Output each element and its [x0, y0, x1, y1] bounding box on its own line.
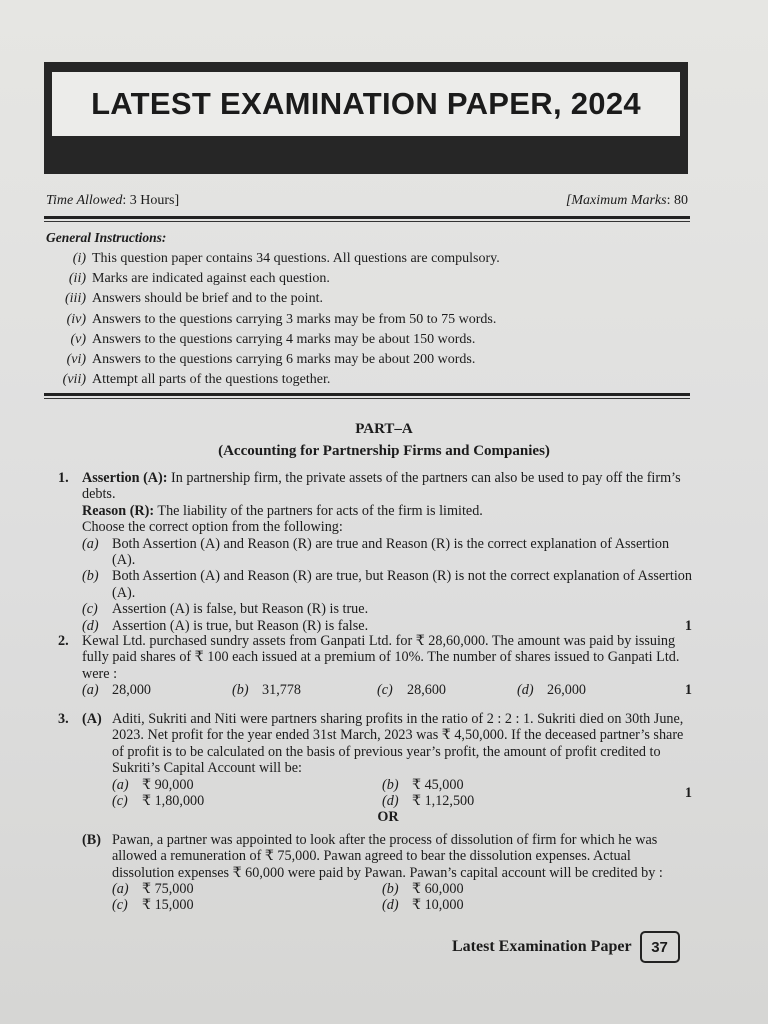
- option-text: ₹ 45,000: [412, 776, 464, 793]
- option-text: ₹ 1,12,500: [412, 793, 475, 810]
- instruction-number: (iii): [65, 291, 86, 307]
- question-number: 1.: [58, 470, 69, 486]
- question-body: [82, 470, 694, 634]
- page-number: 37: [640, 931, 680, 963]
- option-text: ₹ 75,000: [142, 881, 194, 898]
- footer-title: Latest Examination Paper: [452, 938, 632, 955]
- option-b: [382, 881, 632, 897]
- instruction-text: Attempt all parts of the questions together.: [92, 372, 331, 388]
- assertion: [82, 470, 694, 503]
- option-d: [82, 618, 694, 634]
- instruction-number: (iv): [66, 311, 86, 327]
- marks-label: [Maximum Marks: [565, 193, 667, 208]
- option-b: [82, 568, 694, 601]
- option-text: ₹ 90,000: [142, 776, 194, 793]
- question-marks: 1: [684, 785, 692, 801]
- divider-top-thin: [44, 221, 690, 222]
- instruction-text: Answers should be brief and to the point.: [92, 291, 323, 307]
- option-text: Both Assertion (A) and Reason (R) are true, but Reason (R) is not the correct explanation of Assertion (A).: [112, 568, 692, 601]
- question-1: [58, 470, 694, 634]
- instruction-number: (i): [72, 251, 86, 266]
- option-c: [82, 601, 694, 617]
- instruction-item: [50, 269, 680, 289]
- option-c: [112, 897, 382, 913]
- part-a-text: Aditi, Sukriti and Niti were partners sharing profits in the ratio of 2 : 2 : 1. Sukriti died on 30th June, 2023. Net profit for the year ended 31st March, 2023 was ₹ 4,50,000. If the deceased partner’s share of profit is to be calculated on the basis of previous year’s profit, the amount of profit credited to Sukriti’s Capital Account will be:: [112, 711, 684, 777]
- option-text: 26,000: [547, 682, 587, 699]
- reason-label: Reason (R):: [82, 502, 155, 519]
- option-label: (a): [112, 881, 129, 898]
- part-b-options: [112, 881, 694, 914]
- option-label: (c): [377, 682, 393, 699]
- reason: [82, 503, 694, 519]
- option-label: (b): [232, 682, 249, 699]
- instruction-item: [50, 289, 680, 309]
- exam-meta: [46, 193, 688, 209]
- marks-value: : 80: [666, 193, 688, 208]
- option-b: [382, 777, 632, 793]
- option-text: Assertion (A) is false, but Reason (R) is true.: [112, 601, 369, 618]
- option-text: ₹ 15,000: [142, 897, 194, 914]
- instruction-item: [50, 350, 680, 370]
- page-footer: [452, 931, 680, 963]
- part-a-label: (A): [82, 711, 102, 727]
- instruction-item: [50, 249, 680, 269]
- option-text: 28,000: [112, 682, 152, 699]
- instruction-text: This question paper contains 34 questions. All questions are compulsory.: [92, 251, 500, 266]
- option-text: ₹ 1,80,000: [142, 793, 205, 810]
- option-text: Assertion (A) is true, but Reason (R) is false.: [112, 617, 369, 634]
- part-b-label: (B): [82, 831, 101, 848]
- option-a: [112, 777, 382, 793]
- instruction-number: (vi): [66, 352, 86, 368]
- time-value: : 3 Hours]: [122, 193, 180, 208]
- option-d: [382, 793, 632, 809]
- instruction-number: (ii): [68, 271, 86, 287]
- option-d: [382, 897, 632, 913]
- option-a: [82, 682, 232, 698]
- option-label: (d): [82, 617, 99, 634]
- general-instructions-heading: General Instructions:: [46, 230, 167, 245]
- instruction-item: [50, 370, 680, 390]
- instruction-number: (vii): [62, 372, 86, 388]
- option-a: [112, 881, 382, 897]
- part-subtitle: (Accounting for Partnership Firms and Companies): [218, 443, 550, 459]
- or-separator: OR: [377, 809, 399, 826]
- part-b: [82, 832, 694, 914]
- title-panel: [52, 72, 680, 136]
- part-b-body: [112, 832, 694, 914]
- question-body: [82, 633, 694, 699]
- question-body: [82, 711, 694, 914]
- option-d: [517, 682, 647, 698]
- option-label: (a): [112, 776, 129, 793]
- option-label: (b): [382, 881, 399, 898]
- question-number: 3.: [58, 711, 69, 727]
- time-allowed: [46, 193, 179, 209]
- question-number: 2.: [58, 633, 69, 649]
- instruction-text: Answers to the questions carrying 4 marks may be about 150 words.: [92, 331, 476, 347]
- option-label: (b): [82, 568, 99, 585]
- page-title: LATEST EXAMINATION PAPER, 2024: [91, 86, 641, 121]
- instruction-text: Marks are indicated against each question.: [92, 271, 330, 287]
- option-label: (c): [112, 793, 128, 810]
- assertion-text: In partnership firm, the private assets of the partners can also be used to pay off the firm’s debts.: [82, 470, 681, 503]
- option-text: 28,600: [407, 682, 447, 699]
- part-a-options: [112, 777, 694, 810]
- part-a-body: [112, 711, 694, 809]
- question-marks: 1: [684, 682, 692, 699]
- question-marks: 1: [684, 617, 692, 634]
- instruction-number: (v): [70, 331, 86, 347]
- part-a: [82, 711, 694, 809]
- title-banner: [44, 62, 688, 174]
- option-label: (d): [382, 897, 399, 914]
- maximum-marks: [566, 193, 688, 209]
- reason-text: The liability of the partners for acts of the firm is limited.: [154, 502, 483, 519]
- instruction-item: [50, 330, 680, 350]
- divider-mid-thin: [44, 398, 690, 399]
- question-3: [58, 711, 694, 914]
- option-label: (c): [82, 601, 98, 618]
- option-label: (c): [112, 897, 128, 914]
- option-b: [232, 682, 377, 698]
- option-label: (b): [382, 776, 399, 793]
- instruction-item: [50, 310, 680, 330]
- option-text: ₹ 10,000: [412, 897, 464, 914]
- time-label: Time Allowed: [46, 193, 123, 208]
- part-title: PART–A: [355, 421, 413, 437]
- question-text: Kewal Ltd. purchased sundry assets from Ganpati Ltd. for ₹ 28,60,000. The amount was paid by issuing fully paid shares of ₹ 100 each issued at a premium of 10%. The number of shares issued to Ganpati Ltd. were :: [82, 633, 680, 682]
- options-row: [82, 682, 694, 698]
- option-text: 31,778: [262, 682, 302, 699]
- assertion-label: Assertion (A):: [82, 470, 168, 486]
- option-c: [377, 682, 517, 698]
- option-c: [112, 793, 382, 809]
- question-prompt: Choose the correct option from the following:: [82, 519, 343, 536]
- instruction-text: Answers to the questions carrying 6 marks may be about 200 words.: [92, 352, 476, 368]
- option-a: [82, 536, 694, 569]
- option-label: (a): [82, 535, 99, 552]
- instruction-text: Answers to the questions carrying 3 marks may be from 50 to 75 words.: [92, 311, 497, 327]
- divider-top: [44, 216, 690, 219]
- option-text: ₹ 60,000: [412, 881, 464, 898]
- option-label: (a): [82, 682, 99, 699]
- option-label: (d): [382, 793, 399, 810]
- option-text: Both Assertion (A) and Reason (R) are true and Reason (R) is the correct explanation of Assertion (A).: [112, 535, 670, 569]
- question-2: [58, 633, 694, 699]
- divider-mid: [44, 393, 690, 396]
- part-b-text: Pawan, a partner was appointed to look after the process of dissolution of firm for which he was allowed a remuneration of ₹ 75,000. Pawan agreed to bear the dissolution expenses. Actual dissolution expenses ₹ 60,000 were paid by Pawan. Pawan’s capital account will be credited by :: [112, 831, 663, 881]
- general-instructions-list: [50, 249, 680, 390]
- option-label: (d): [517, 682, 534, 699]
